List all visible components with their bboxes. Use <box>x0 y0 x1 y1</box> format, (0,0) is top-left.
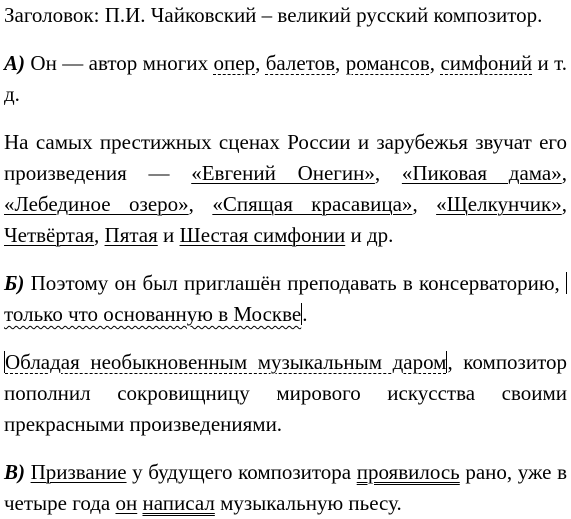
punct: , <box>374 161 381 185</box>
text-run: музыкальную пьесу. <box>220 491 402 515</box>
bracket-mark <box>566 272 567 294</box>
text-run: Он — автор многих <box>30 51 209 75</box>
subject-word: Четвёртая <box>4 223 95 247</box>
predicate-word: написал <box>142 491 215 515</box>
punct: , <box>188 192 194 216</box>
homogeneous-word: балетов <box>265 51 336 75</box>
punct: , <box>561 161 567 185</box>
subject-word: Призвание <box>30 460 127 484</box>
subject-word: «Щелкунчик» <box>436 192 562 216</box>
section-b-label: Б) <box>4 271 25 295</box>
section-c-label: В) <box>4 460 25 484</box>
punct: , <box>561 192 567 216</box>
subject-word: Пятая <box>104 223 158 247</box>
participial-phrase: только что основанную в Москве <box>4 302 302 326</box>
header-text: П.И. Чайковский – великий русский композитор. <box>104 3 543 27</box>
predicate-word: проявилось <box>356 460 460 484</box>
section-b-paragraph-1 <box>4 268 567 330</box>
homogeneous-word: опер <box>213 51 256 75</box>
text-run: , композитор пополнил сокровищницу мирового искусства своими прекрасными произведениями. <box>4 350 567 436</box>
text-run: и т. д. <box>4 51 568 106</box>
text-run: у будущего композитора <box>132 460 352 484</box>
subject-word: он <box>115 491 138 515</box>
punct: , <box>255 51 261 75</box>
punct: , <box>94 223 100 247</box>
text-run: рано, уже в четыре года <box>4 460 567 515</box>
punct: , <box>429 51 436 75</box>
text-run: На самых престижных сценах России и зарубежья звучат его произведения — <box>4 130 567 185</box>
subject-word: Шестая симфонии <box>179 223 346 247</box>
subject-word: «Пиковая дама» <box>401 161 562 185</box>
section-a-paragraph-1 <box>4 48 567 110</box>
punct: , <box>412 192 418 216</box>
subject-word: «Лебединое озеро» <box>4 192 189 216</box>
punct: . <box>302 302 308 326</box>
section-b-paragraph-2 <box>4 347 567 440</box>
homogeneous-word: романсов <box>345 51 430 75</box>
document-page <box>4 0 567 519</box>
header-label: Заголовок: <box>4 3 100 27</box>
punct: , <box>335 51 341 75</box>
section-c-paragraph <box>4 457 567 519</box>
homogeneous-word: симфоний <box>440 51 533 75</box>
header-paragraph <box>4 0 567 31</box>
text-run: Поэтому он был приглашён преподавать в консерваторию, <box>30 271 560 295</box>
adverbial-phrase: Обладая необыкновенным музыкальным даром <box>5 350 447 374</box>
text-run: и <box>163 223 175 247</box>
subject-word: «Спящая красавица» <box>212 192 413 216</box>
section-a-paragraph-2 <box>4 127 567 251</box>
section-a-label: А) <box>4 51 25 75</box>
text-run: и др. <box>350 223 394 247</box>
subject-word: «Евгений Онегин» <box>191 161 375 185</box>
